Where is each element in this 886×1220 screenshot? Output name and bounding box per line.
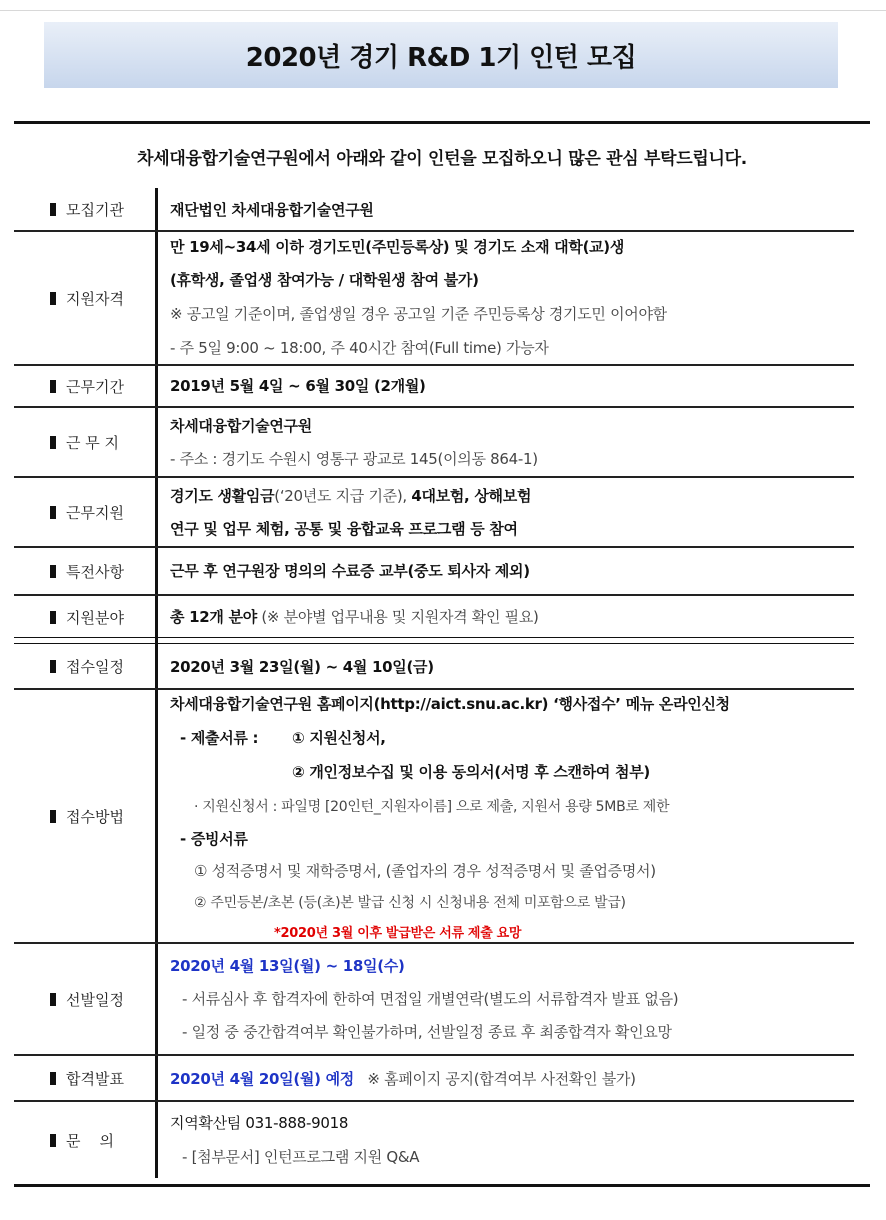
row-announcement [14,1056,854,1100]
fields-text: 총 12개 분야 (※ 분야별 업무내용 및 지원자격 확인 필요) [170,608,539,626]
bullet-square-icon [50,436,56,449]
documents-label: - 제출서류 : [180,729,259,747]
contact-phone: 지역확산팀 031-888-9018 [170,1114,349,1132]
row-label: 근무기간 [14,366,154,406]
row-work-period [14,366,854,406]
title-banner [44,22,838,88]
row-label: 선발일정 [14,944,154,1054]
row-content [166,478,856,546]
row-content [166,644,856,688]
application-period: 2020년 3월 23일(월) ~ 4월 10일(금) [170,658,434,676]
bullet-square-icon [50,506,56,519]
bullet-square-icon [50,810,56,823]
row-label: 모집기관 [14,188,154,230]
row-application-period [14,644,854,688]
document-item: ① 지원신청서, [292,729,386,747]
row-label: 문 의 [14,1102,154,1178]
row-organization [14,188,854,230]
top-divider [0,10,886,11]
bullet-square-icon [50,380,56,393]
row-label: 특전사항 [14,548,154,594]
bullet-square-icon [50,1072,56,1085]
row-content [166,1056,856,1100]
application-method-line: 차세대융합기술연구원 홈페이지(http://aict.snu.ac.kr) ‘행사접수’ 메뉴 온라인신청 [170,695,730,713]
organization-name: 재단법인 차세대융합기술연구원 [170,201,374,219]
work-support-line: 연구 및 업무 체험, 공통 및 융합교육 프로그램 등 참여 [170,520,518,538]
announcement-text: 2020년 4월 20일(월) 예정 ※ 홈페이지 공지(합격여부 사전확인 불가) [170,1070,636,1088]
document-item: ② 개인정보수집 및 이용 동의서(서명 후 스캔하여 첨부) [292,763,650,781]
intro-text: 차세대융합기술연구원에서 아래와 같이 인턴을 모집하오니 많은 관심 부탁드립니다. [137,149,747,169]
bullet-square-icon [50,292,56,305]
page-title: 2020년 경기 R&D 1기 인턴 모집 [245,42,637,73]
row-benefits [14,548,854,594]
row-label: 지원분야 [14,596,154,638]
workplace-address: - 주소 : 경기도 수원시 영통구 광교로 145(이의동 864-1) [170,450,538,468]
eligibility-line: (휴학생, 졸업생 참여가능 / 대학원생 참여 불가) [170,271,479,289]
row-content [166,408,856,476]
eligibility-note: ※ 공고일 기준이며, 졸업생일 경우 공고일 기준 주민등록상 경기도민 이어야함 [170,305,667,323]
row-contact [14,1102,854,1178]
bullet-square-icon [50,660,56,673]
work-period: 2019년 5월 4일 ~ 6월 30일 (2개월) [170,377,426,395]
work-support-line: 경기도 생활임금(‘20년도 지급 기준), 4대보험, 상해보험 [170,487,532,505]
eligibility-line: 만 19세~34세 이하 경기도민(주민등록상) 및 경기도 소재 대학(교)생 [170,238,625,256]
section-double-divider [14,637,854,644]
header-rule [14,121,870,124]
bullet-square-icon [50,203,56,216]
evidence-item: ② 주민등본/초본 (등(초)본 발급 신청 시 신청내용 전체 미포함으로 발급) [194,895,626,911]
row-label: 지원자격 [14,232,154,364]
evidence-item: ① 성적증명서 및 재학증명서, (졸업자의 경우 성적증명서 및 졸업증명서) [194,862,656,880]
row-content [166,596,856,638]
row-label: 접수방법 [14,690,154,942]
row-workplace [14,408,854,476]
row-label: 근무지원 [14,478,154,546]
row-label: 합격발표 [14,1056,154,1100]
row-content [166,188,856,230]
footer-rule [14,1184,870,1187]
row-work-support [14,478,854,546]
row-content [166,366,856,406]
issuance-notice: *2020년 3월 이후 발급받은 서류 제출 요망 [274,926,522,941]
row-content [166,944,856,1054]
row-eligibility [14,232,854,364]
selection-dates: 2020년 4월 13일(월) ~ 18일(수) [170,957,405,975]
benefits-text: 근무 후 연구원장 명의의 수료증 교부(중도 퇴사자 제외) [170,562,530,580]
bullet-square-icon [50,1134,56,1147]
evidence-label: - 증빙서류 [180,830,248,848]
bullet-square-icon [50,611,56,624]
row-label: 접수일정 [14,644,154,688]
row-label: 근 무 지 [14,408,154,476]
workplace-name: 차세대융합기술연구원 [170,417,312,435]
application-file-note: · 지원신청서 : 파일명 [20인턴_지원자이름] 으로 제출, 지원서 용량 5MB로 제한 [194,799,670,815]
row-content [166,548,856,594]
row-content [166,690,856,942]
bullet-square-icon [50,993,56,1006]
attachment-note: - [첨부문서] 인턴프로그램 지원 Q&A [182,1148,420,1166]
row-selection-schedule [14,944,854,1054]
row-application-method [14,690,854,942]
eligibility-note: - 주 5일 9:00 ~ 18:00, 주 40시간 참여(Full time) 가능자 [170,339,549,357]
row-fields [14,596,854,638]
row-content [166,232,856,364]
selection-note: - 서류심사 후 합격자에 한하여 면접일 개별연락(별도의 서류합격자 발표 없음) [182,990,679,1008]
bullet-square-icon [50,565,56,578]
row-content [166,1102,856,1178]
selection-note: - 일정 중 중간합격여부 확인불가하며, 선발일정 종료 후 최종합격자 확인요망 [182,1023,672,1041]
